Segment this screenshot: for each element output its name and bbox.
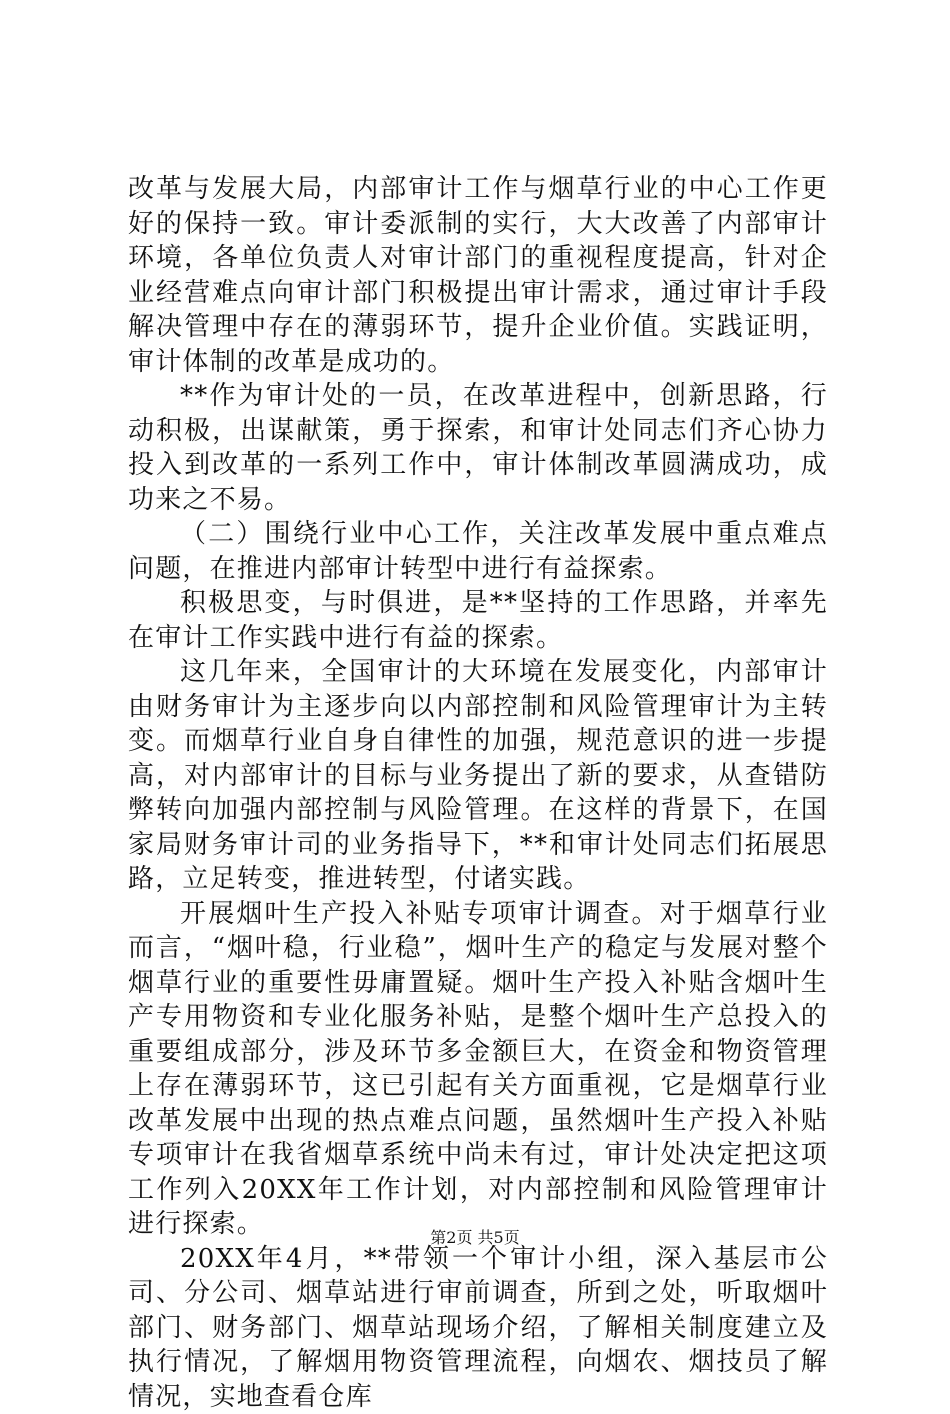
page-number-footer: 第2页 共5页 xyxy=(0,1225,950,1248)
paragraph-1: 改革与发展大局，内部审计工作与烟草行业的中心工作更好的保持一致。审计委派制的实行，大大改善了内部审计环境，各单位负责人对审计部门的重视程度提高，针对企业经营难点向审计部门积极提出审计需求，通过审计手段解决管理中存在的薄弱环节，提升企业价值。实践证明，审计体制的改革是成功的。 xyxy=(128,172,828,379)
paragraph-6: 开展烟叶生产投入补贴专项审计调查。对于烟草行业而言，“烟叶稳，行业稳”，烟叶生产的稳定与发展对整个烟草行业的重要性毋庸置疑。烟叶生产投入补贴含烟叶生产专用物资和专业化服务补贴，是整个烟叶生产总投入的重要组成部分，涉及环节多金额巨大，在资金和物资管理上存在薄弱环节，这已引起有关方面重视，它是烟草行业改革发展中出现的热点难点问题，虽然烟叶生产投入补贴专项审计在我省烟草系统中尚未有过，审计处决定把这项工作列入20XX年工作计划，对内部控制和风险管理审计进行探索。 xyxy=(128,897,828,1242)
paragraph-5: 这几年来，全国审计的大环境在发展变化，内部审计由财务审计为主逐步向以内部控制和风险管理审计为主转变。而烟草行业自身自律性的加强，规范意识的进一步提高，对内部审计的目标与业务提出了新的要求，从查错防弊转向加强内部控制与风险管理。在这样的背景下，在国家局财务审计司的业务指导下，**和审计处同志们拓展思路，立足转变，推进转型，付诸实践。 xyxy=(128,655,828,897)
paragraph-2: **作为审计处的一员，在改革进程中，创新思路，行动积极，出谋献策，勇于探索，和审计处同志们齐心协力投入到改革的一系列工作中，审计体制改革圆满成功，成功来之不易。 xyxy=(128,379,828,517)
paragraph-7: 20XX年4月，**带领一个审计小组，深入基层市公司、分公司、烟草站进行审前调查，所到之处，听取烟叶部门、财务部门、烟草站现场介绍，了解相关制度建立及执行情况，了解烟用物资管理流程，向烟农、烟技员了解情况，实地查看仓库 xyxy=(128,1242,828,1414)
paragraph-4: 积极思变，与时俱进，是**坚持的工作思路，并率先在审计工作实践中进行有益的探索。 xyxy=(128,586,828,655)
paragraph-3: （二）围绕行业中心工作，关注改革发展中重点难点问题，在推进内部审计转型中进行有益探索。 xyxy=(128,517,828,586)
